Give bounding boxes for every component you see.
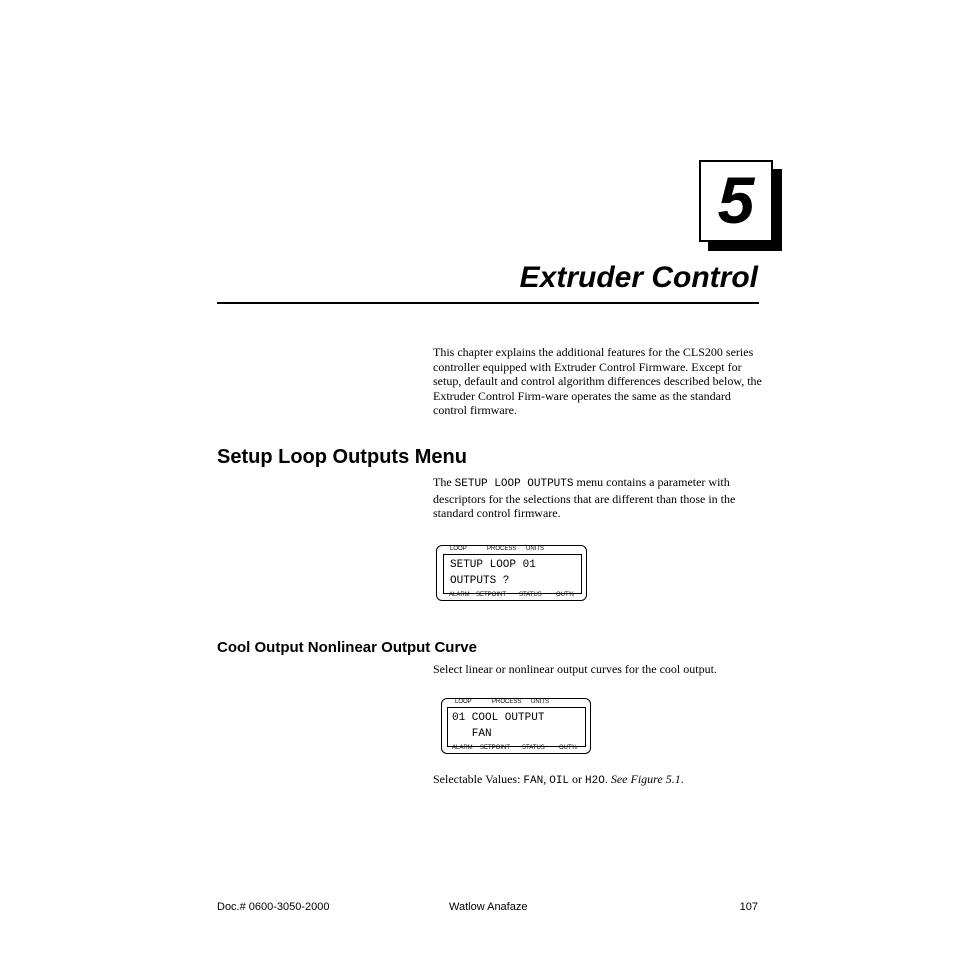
lcd-display-cool-output	[441, 698, 591, 754]
footer-page-number: 107	[739, 901, 758, 913]
para-text: menu contains a parameter with descriptors for the selections that are different than those in the standard control firmware.	[433, 475, 736, 521]
value-oil: OIL	[549, 775, 570, 787]
lcd-label-units: UNITS	[531, 699, 549, 705]
figure-reference: See Figure 5.1	[610, 772, 681, 786]
lcd-label-setpoint: SETPOINT	[480, 745, 511, 751]
section-heading-cool-output: Cool Output Nonlinear Output Curve	[217, 639, 477, 656]
lcd-label-status: STATUS	[519, 592, 542, 598]
lcd-label-loop: LOOP	[450, 546, 467, 552]
lcd-label-process: PROCESS	[492, 699, 522, 705]
lcd-display-setup-loop	[436, 545, 587, 601]
separator: .	[604, 772, 611, 786]
lcd-label-out: OUT%	[556, 592, 574, 598]
lcd-label-loop: LOOP	[455, 699, 472, 705]
section-heading-setup-loop-outputs: Setup Loop Outputs Menu	[217, 446, 467, 468]
lcd-label-process: PROCESS	[487, 546, 517, 552]
separator: .	[680, 772, 684, 786]
footer-doc-number: Doc.# 0600-3050-2000	[217, 901, 330, 913]
lcd-line-2: OUTPUTS ?	[450, 575, 510, 587]
lcd-label-out: OUT%	[559, 745, 577, 751]
lcd-label-alarm: ALARM	[452, 745, 473, 751]
para-text: The	[433, 475, 455, 489]
lcd-line-1: SETUP LOOP 01	[450, 559, 536, 571]
values-label: Selectable Values:	[433, 772, 524, 786]
lcd-line-2: FAN	[452, 728, 492, 740]
lcd-screen	[443, 554, 582, 594]
lcd-line-1: 01 COOL OUTPUT	[452, 712, 545, 724]
chapter-number: 5	[717, 163, 755, 237]
lcd-label-setpoint: SETPOINT	[476, 592, 507, 598]
intro-paragraph: This chapter explains the additional features for the CLS200 series controller equipped with Extruder Control Firmware. Except for setup, default and control algorithm differences described below, the Extruder Control Firm-ware operates the same as the standard control firmware.	[433, 345, 762, 418]
lcd-label-alarm: ALARM	[449, 592, 470, 598]
lcd-label-units: UNITS	[526, 546, 544, 552]
value-h2o: H2O	[585, 775, 605, 787]
separator: ,	[543, 772, 550, 786]
section2-paragraph: Select linear or nonlinear output curves for the cool output.	[433, 662, 717, 676]
value-fan: FAN	[523, 775, 544, 787]
lcd-screen	[447, 707, 586, 747]
footer-company: Watlow Anafaze	[449, 901, 528, 913]
selectable-values	[433, 772, 763, 789]
separator: or	[569, 772, 586, 786]
lcd-label-status: STATUS	[522, 745, 545, 751]
section1-paragraph	[433, 475, 763, 521]
menu-name: SETUP LOOP OUTPUTS	[454, 478, 574, 490]
chapter-title: Extruder Control	[519, 261, 758, 294]
title-rule	[217, 302, 759, 304]
chapter-number-box	[699, 160, 773, 242]
